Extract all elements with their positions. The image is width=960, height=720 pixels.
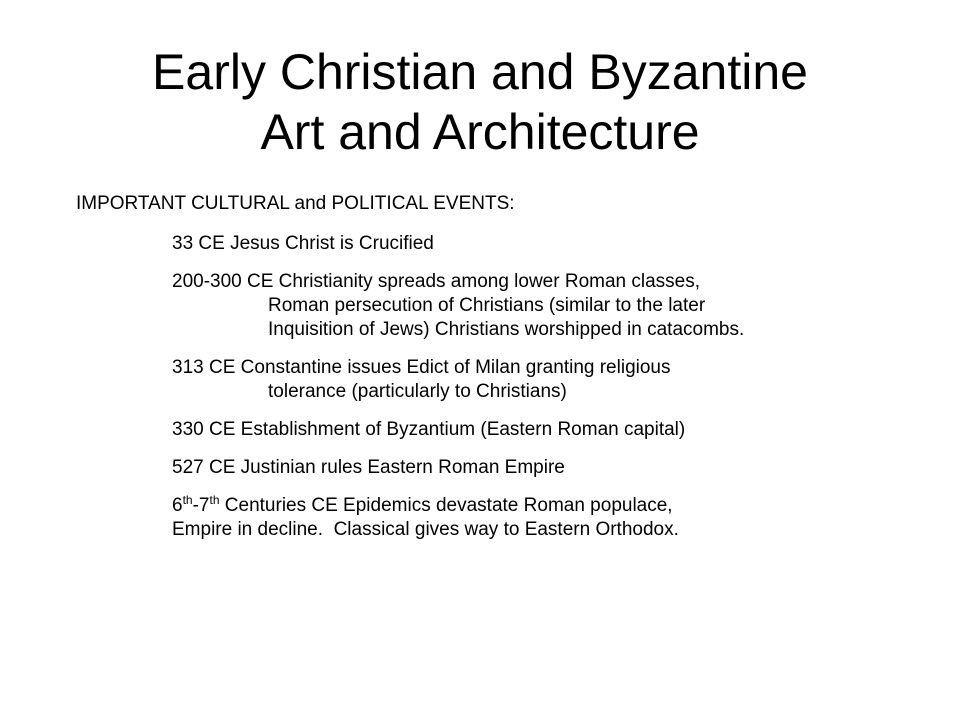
event-line-continuation: Roman persecution of Christians (similar to the later — [268, 295, 706, 316]
event-line: 200-300 CE Christianity spreads among lower Roman classes, — [172, 271, 701, 292]
century-number-2: 7 — [198, 495, 210, 516]
event-line-continuation: tolerance (particularly to Christians) — [268, 381, 567, 402]
event-line: 527 CE Justinian rules Eastern Roman Empire — [172, 457, 565, 478]
event-item — [172, 356, 932, 404]
event-item — [172, 494, 932, 542]
event-line: Empire in decline. Classical gives way to Eastern Orthodox. — [172, 519, 679, 540]
event-item — [172, 232, 932, 256]
event-line: 33 CE Jesus Christ is Crucified — [172, 233, 434, 254]
event-item — [172, 418, 932, 442]
event-line: 330 CE Establishment of Byzantium (Eastern Roman capital) — [172, 419, 686, 440]
slide-title-line-1: Early Christian and Byzantine — [152, 44, 808, 100]
slide-title — [0, 42, 960, 162]
slide-title-line-2: Art and Architecture — [260, 104, 700, 160]
event-line: 313 CE Constantine issues Edict of Milan granting religious — [172, 357, 671, 378]
event-item — [172, 456, 932, 480]
century-number-1: 6 — [172, 495, 183, 516]
events-list — [172, 232, 932, 556]
event-item — [172, 270, 932, 342]
event-text: Centuries CE Epidemics devastate Roman populace, — [219, 495, 673, 516]
century-dash: - — [192, 495, 199, 516]
event-line-continuation: Inquisition of Jews) Christians worshipped in catacombs. — [268, 319, 745, 340]
ordinal-suffix-2: th — [209, 493, 220, 507]
events-heading: IMPORTANT CULTURAL and POLITICAL EVENTS: — [76, 193, 515, 214]
ordinal-suffix-1: th — [182, 493, 193, 507]
event-line — [172, 494, 932, 518]
